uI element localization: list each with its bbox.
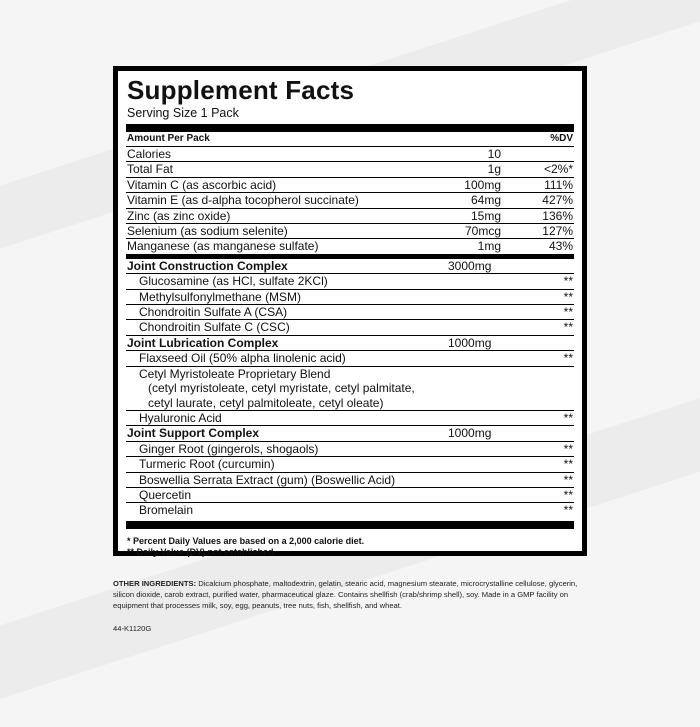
product-code: 44-K1120G bbox=[113, 624, 152, 633]
ingredient-label: Ginger Root (gingerols, shogaols) bbox=[139, 441, 319, 456]
ingredient-label: Cetyl Myristoleate Proprietary Blend bbox=[139, 366, 331, 381]
ingredient-row bbox=[126, 503, 574, 517]
amount-header: Amount Per Pack bbox=[127, 133, 210, 144]
ingredient-label: Hyaluronic Acid bbox=[139, 410, 222, 425]
ingredient-row bbox=[126, 488, 574, 503]
nutrient-row bbox=[126, 147, 574, 162]
ingredient-name bbox=[126, 290, 501, 304]
ingredient-row bbox=[126, 367, 574, 411]
nutrient-dv: 127% bbox=[542, 224, 573, 239]
ingredient-dv: ** bbox=[563, 503, 573, 518]
ingredient-row bbox=[126, 442, 574, 457]
ingredient-label: Glucosamine (as HCl, sulfate 2KCl) bbox=[139, 274, 328, 289]
nutrient-amount: 15mg bbox=[470, 208, 501, 223]
nutrient-amount: 1g bbox=[487, 162, 501, 177]
nutrient-name: Manganese (as manganese sulfate) bbox=[127, 239, 319, 254]
ingredient-dv: ** bbox=[563, 410, 573, 425]
nutrient-amount: 64mg bbox=[470, 193, 501, 208]
nutrient-dv: <2%* bbox=[543, 162, 573, 177]
ingredient-label: Chondroitin Sulfate A (CSA) bbox=[139, 305, 288, 320]
ingredient-row bbox=[126, 351, 574, 366]
nutrient-name: Vitamin C (as ascorbic acid) bbox=[127, 177, 277, 192]
other-ingredients bbox=[113, 578, 593, 611]
nutrient-name: Vitamin E (as d-alpha tocopherol succinate) bbox=[127, 193, 359, 208]
complex-amount: 1000mg bbox=[448, 426, 492, 441]
nutrient-name: Total Fat bbox=[127, 162, 174, 177]
ingredient-row bbox=[126, 290, 574, 305]
ingredient-dv: ** bbox=[563, 274, 573, 289]
ingredient-name bbox=[126, 305, 501, 319]
ingredient-name bbox=[126, 457, 501, 471]
complex-amount: 1000mg bbox=[448, 335, 492, 350]
nutrient-row bbox=[126, 193, 574, 208]
nutrient-dv: 43% bbox=[548, 239, 573, 254]
ingredient-description: cetyl laurate, cetyl palmitoleate, cetyl oleate) bbox=[148, 395, 384, 410]
complex-name: Joint Construction Complex bbox=[127, 258, 288, 273]
ingredient-dv: ** bbox=[563, 289, 573, 304]
table-header bbox=[126, 132, 574, 146]
serving-size: Serving Size 1 Pack bbox=[127, 106, 239, 120]
nutrient-amount: 100mg bbox=[464, 177, 501, 192]
ingredient-name bbox=[126, 442, 501, 456]
nutrient-dv: 427% bbox=[542, 193, 573, 208]
other-ingredients-label: OTHER INGREDIENTS: bbox=[113, 579, 197, 588]
ingredient-row bbox=[126, 274, 574, 289]
complex-header bbox=[126, 426, 574, 441]
ingredient-name bbox=[126, 274, 501, 288]
ingredient-name bbox=[126, 367, 501, 410]
ingredient-label: Bromelain bbox=[139, 503, 194, 518]
complex-header bbox=[126, 259, 574, 274]
nutrient-row bbox=[126, 162, 574, 177]
panel-title: Supplement Facts bbox=[127, 75, 355, 105]
nutrient-row bbox=[126, 209, 574, 224]
ingredient-row bbox=[126, 473, 574, 488]
thick-divider bbox=[126, 521, 574, 529]
nutrient-amount: 70mcg bbox=[464, 224, 501, 239]
ingredient-row bbox=[126, 411, 574, 426]
ingredient-label: Quercetin bbox=[139, 487, 192, 502]
ingredient-name bbox=[126, 411, 501, 425]
nutrient-row bbox=[126, 178, 574, 193]
footnote-dv: * Percent Daily Values are based on a 2,000 calorie diet. bbox=[127, 535, 365, 546]
ingredient-label: Turmeric Root (curcumin) bbox=[139, 457, 275, 472]
nutrient-amount: 1mg bbox=[477, 239, 501, 254]
ingredient-name bbox=[126, 488, 501, 502]
ingredient-row bbox=[126, 457, 574, 472]
ingredient-row bbox=[126, 305, 574, 320]
ingredient-label: Chondroitin Sulfate C (CSC) bbox=[139, 320, 290, 335]
footnotes bbox=[126, 536, 574, 558]
ingredient-name bbox=[126, 351, 501, 365]
ingredient-dv: ** bbox=[563, 487, 573, 502]
complex-name: Joint Lubrication Complex bbox=[127, 335, 279, 350]
nutrient-name: Zinc (as zinc oxide) bbox=[127, 208, 231, 223]
supplement-facts-panel bbox=[113, 66, 587, 556]
ingredient-dv: ** bbox=[563, 457, 573, 472]
ingredient-label: Methylsulfonylmethane (MSM) bbox=[139, 289, 302, 304]
ingredient-dv: ** bbox=[563, 320, 573, 335]
nutrient-dv bbox=[501, 147, 574, 161]
nutrient-name: Selenium (as sodium selenite) bbox=[127, 224, 288, 239]
ingredient-description: (cetyl myristoleate, cetyl myristate, cetyl palmitate, bbox=[148, 381, 415, 396]
ingredient-row bbox=[126, 320, 574, 335]
footnote-not-established: ** Daily Value (DV) not established. bbox=[127, 546, 277, 557]
ingredient-label: Boswellia Serrata Extract (gum) (Boswellic Acid) bbox=[139, 472, 396, 487]
nutrient-list bbox=[126, 147, 574, 254]
ingredient-dv: ** bbox=[563, 351, 573, 366]
complex-name: Joint Support Complex bbox=[127, 426, 259, 441]
dv-header: %DV bbox=[550, 133, 573, 144]
ingredient-dv bbox=[501, 367, 574, 410]
ingredient-name bbox=[126, 503, 501, 517]
complex-list bbox=[126, 259, 574, 518]
nutrient-row bbox=[126, 224, 574, 239]
nutrient-dv: 111% bbox=[544, 177, 573, 192]
complex-header bbox=[126, 336, 574, 351]
other-ingredients-text: Dicalcium phosphate, maltodextrin, gelatin, stearic acid, magnesium stearate, microcrystalline cellulose, glycerin, silicon dioxide, carob extract, purified water, pharmaceutical glaze. Contains shellfish (crab/shrimp shell), soy. Made in a GMP facility on equipment that processes milk, soy, egg, peanuts, tree nuts, fish, shellfish, and wheat. bbox=[113, 579, 578, 610]
thick-divider bbox=[126, 124, 574, 132]
ingredient-name bbox=[126, 320, 501, 334]
complex-amount: 3000mg bbox=[448, 258, 492, 273]
ingredient-label: Flaxseed Oil (50% alpha linolenic acid) bbox=[139, 351, 346, 366]
nutrient-row bbox=[126, 239, 574, 253]
ingredient-dv: ** bbox=[563, 441, 573, 456]
ingredient-name bbox=[126, 473, 501, 487]
ingredient-dv: ** bbox=[563, 472, 573, 487]
ingredient-dv: ** bbox=[563, 305, 573, 320]
nutrient-dv: 136% bbox=[542, 208, 573, 223]
nutrient-amount: 10 bbox=[487, 147, 501, 161]
nutrient-name: Calories bbox=[127, 147, 172, 161]
